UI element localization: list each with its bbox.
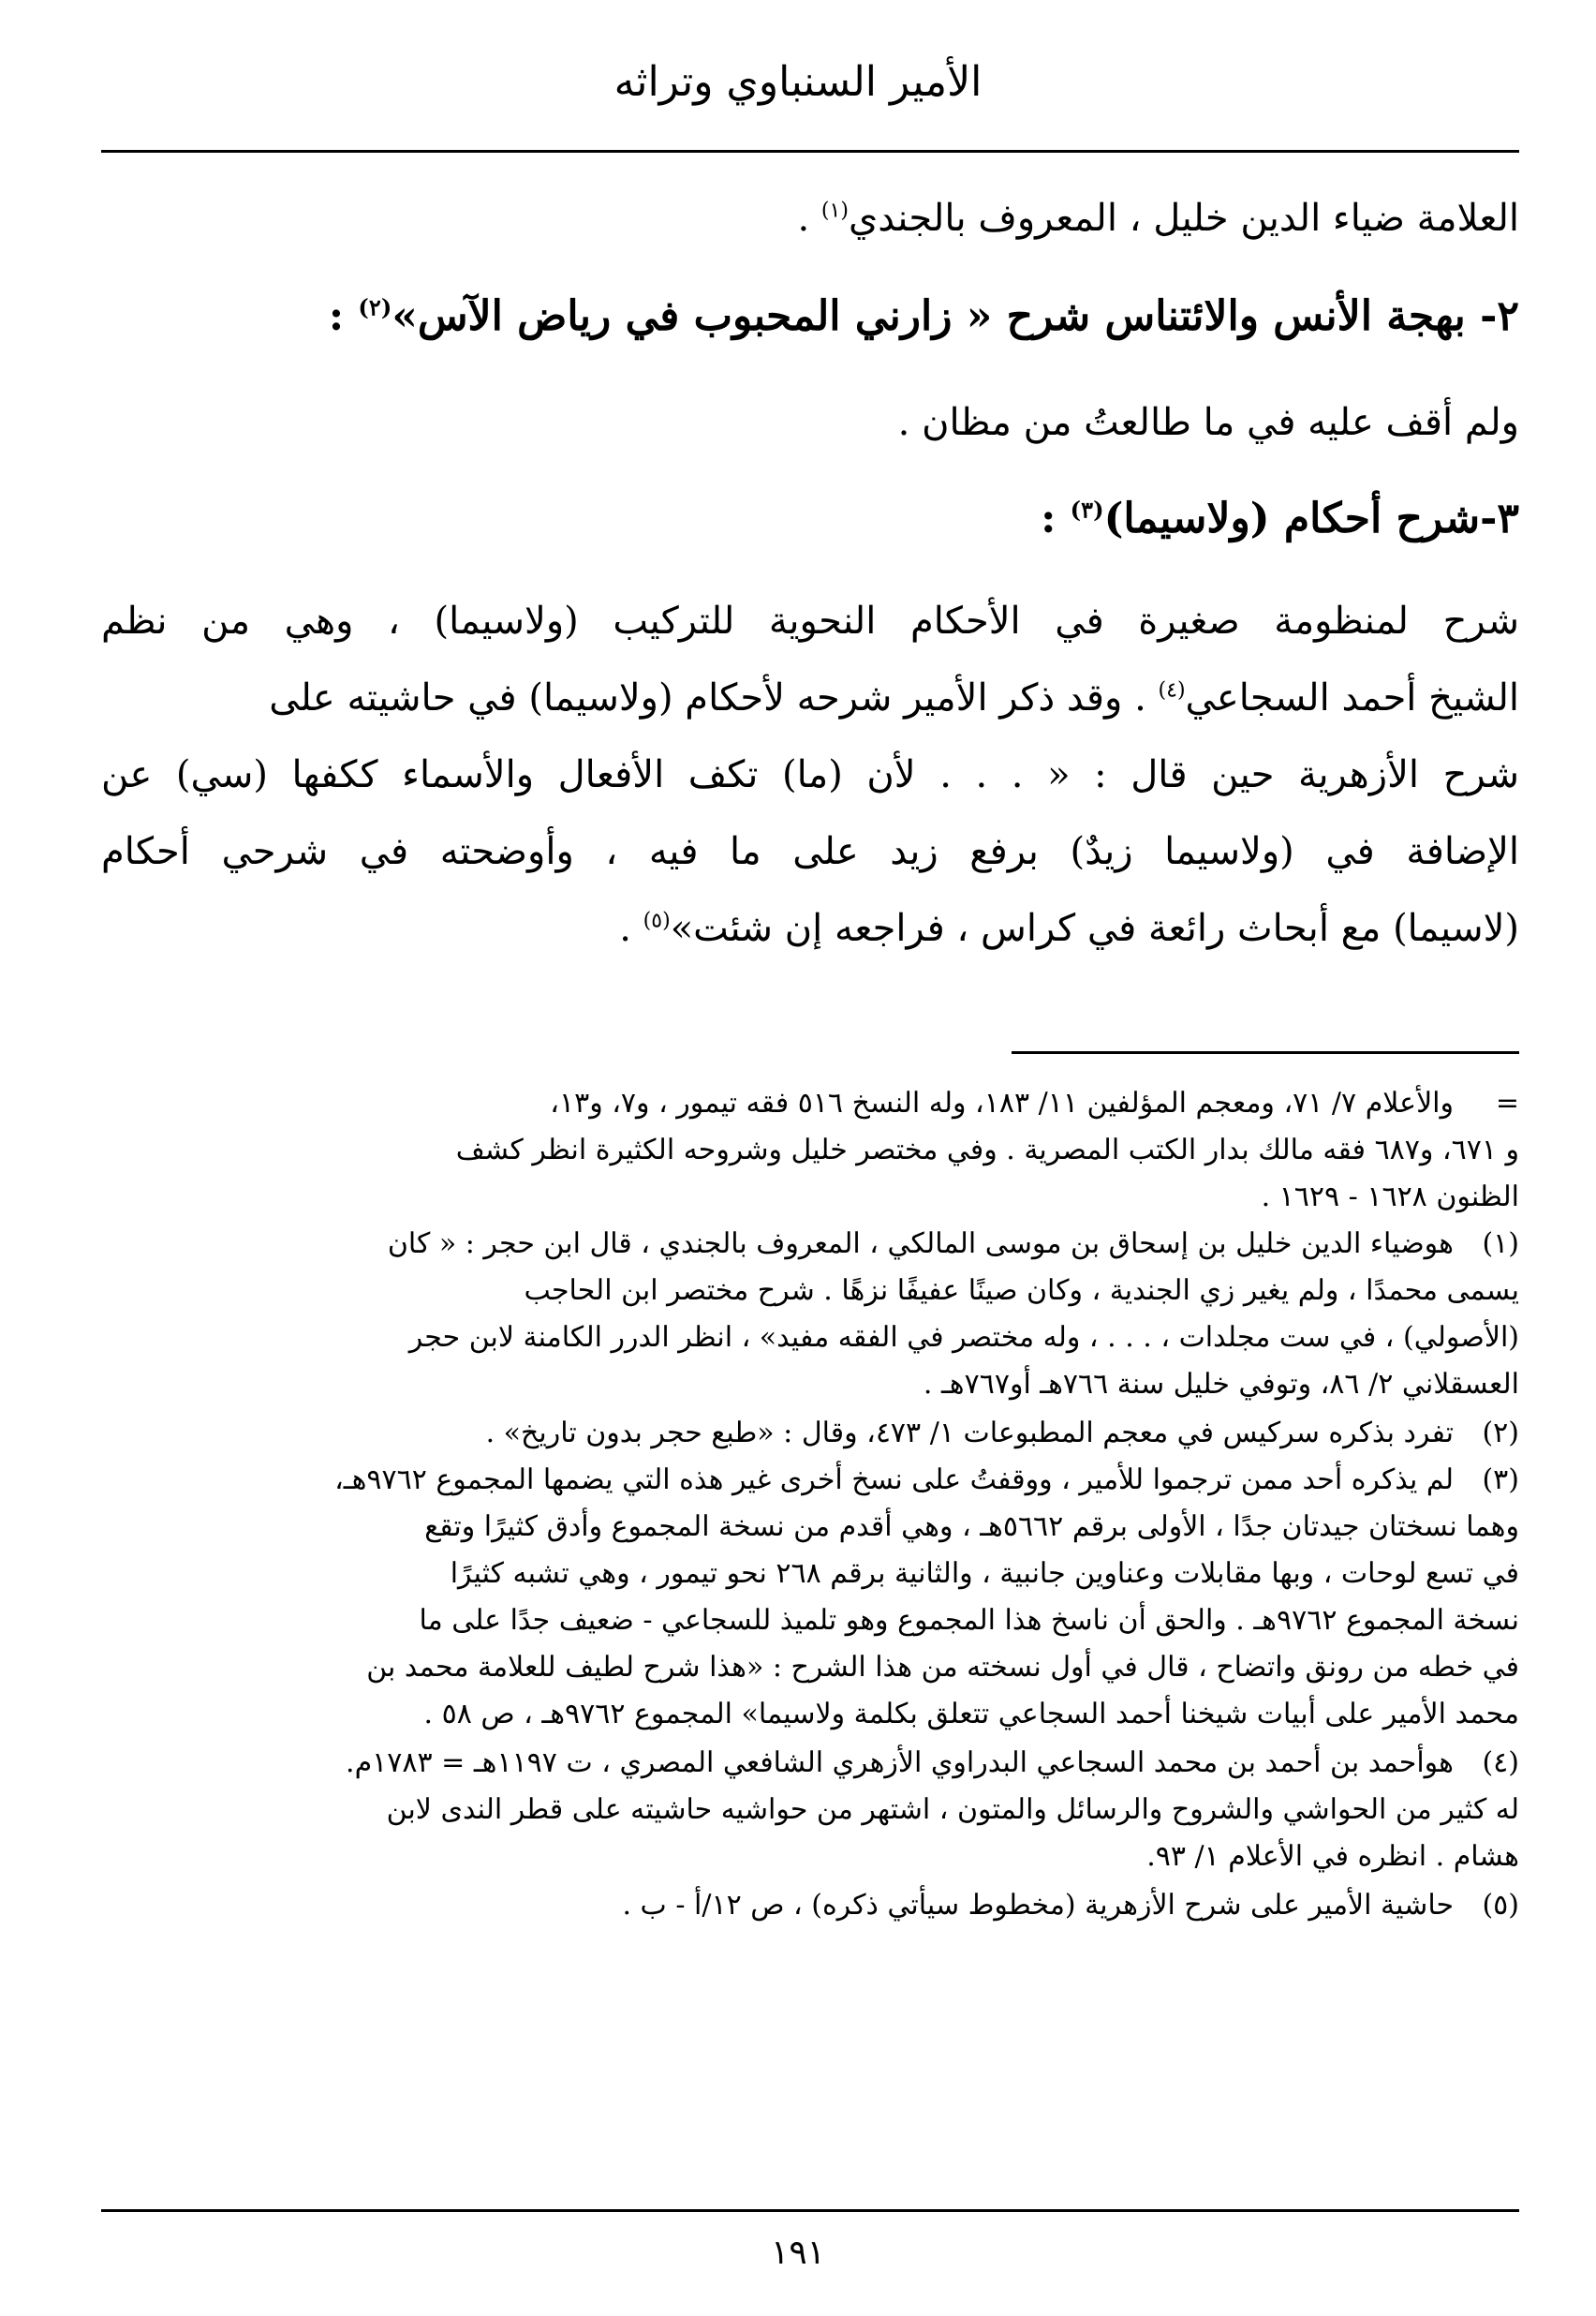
section-heading-3: ٣-شرح أحكام (ولاسيما)$^{(٣)}$ : — [1041, 495, 1519, 542]
footnote-continuation-marker: = — [1495, 1087, 1519, 1120]
page-number: ١٩١ — [770, 2234, 825, 2272]
running-header: الأمير السنباوي وتراثه — [613, 58, 983, 106]
footnote-line: في تسع لوحات ، وبها مقابلات وعناوين جانبية ، والثانية برقم ٢٦٨ نحو تيمور ، وهي تشبه كثيرًا — [450, 1557, 1519, 1590]
footnote-line: هوأحمد بن أحمد بن محمد السجاعي البدراوي الأزهري الشافعي المصري ، ت ١١٩٧هـ = ١٧٨٣م. — [346, 1746, 1454, 1779]
footnote-line: العسقلاني ٢/ ٨٦، وتوفي خليل سنة ٧٦٦هـ أو٧٦٧هـ . — [923, 1368, 1519, 1401]
footnote-line: هوضياء الدين خليل بن إسحاق بن موسى المالكي ، المعروف بالجندي ، قال ابن حجر : « كان — [387, 1227, 1454, 1260]
footnote-continuation-line: والأعلام ٧/ ٧١، ومعجم المؤلفين ١١/ ١٨٣، وله النسخ ٥١٦ فقه تيمور ، و٧، و١٣، — [550, 1087, 1454, 1120]
footnote-line: يسمى محمدًا ، ولم يغير زي الجندية ، وكان صينًا عفيفًا نزهًا . شرح مختصر ابن الحاجب — [524, 1274, 1519, 1307]
footnote-line: في خطه من رونق واتضاح ، قال في أول نسخته من هذا الشرح : «هذا شرح لطيف للعلامة محمد بن — [366, 1651, 1519, 1684]
footnote-number: (١) — [1482, 1227, 1519, 1260]
footnote-number: (٥) — [1482, 1889, 1519, 1922]
para-line-2: الشيخ أحمد السجاعي$^{(٤)}$ . وقد ذكر الأمير شرحه لأحكام (ولاسيما) في حاشيته على — [269, 676, 1519, 720]
footnote-continuation-line: و ٦٧١، و٦٨٧ فقه مالك بدار الكتب المصرية . وفي مختصر خليل وشروحه الكثيرة انظر كشف — [455, 1134, 1519, 1166]
text-line-3: ولم أقف عليه في ما طالعتُ من مظان . — [897, 401, 1519, 444]
footnote-line: محمد الأمير على أبيات شيخنا أحمد السجاعي تتعلق بكلمة ولاسيما» المجموع ٩٧٦٢هـ ، ص ٥٨ . — [423, 1698, 1519, 1730]
para-line-5: (لاسيما) مع أبحاث رائعة في كراس ، فراجعه إن شئت»$^{(٥)}$ . — [619, 907, 1519, 950]
footnote-line: لم يذكره أحد ممن ترجموا للأمير ، ووقفتُ على نسخ أخرى غير هذه التي يضمها المجموع ٩٧٦٢هـ، — [334, 1463, 1454, 1496]
text-line-1: العلامة ضياء الدين خليل ، المعروف بالجندي$^{(١)}$ . — [797, 197, 1519, 240]
footnote-number: (٢) — [1482, 1417, 1519, 1449]
footnote-line: نسخة المجموع ٩٧٦٢هـ . والحق أن ناسخ هذا المجموع وهو تلميذ للسجاعي - ضعيف جدًا على ما — [419, 1604, 1519, 1637]
footnote-line: وهما نسختان جيدتان جدًا ، الأولى برقم ٥٦٦٢هـ ، وهي أقدم من نسخة المجموع وأدق كثيرًا وتقع — [424, 1510, 1519, 1543]
footnote-number: (٤) — [1482, 1746, 1519, 1779]
section-heading-2: ٢- بهجة الأنس والائتناس شرح « زارني المحبوب في رياض الآس»$^{(٢)}$ : — [328, 292, 1519, 340]
footer-rule — [101, 2209, 1519, 2212]
para-line-1: شرح لمنظومة صغيرة في الأحكام النحوية للتركيب (ولاسيما) ، وهي من نظم — [101, 600, 1519, 643]
para-line-4: الإضافة في (ولاسيما زيدٌ) برفع زيد على ما فيه ، وأوضحته في شرحي أحكام — [101, 830, 1519, 873]
footnote-line: هشام . انظره في الأعلام ١/ ٩٣. — [1146, 1840, 1519, 1873]
footnotes — [101, 0, 1519, 2192]
footnote-line: تفرد بذكره سركيس في معجم المطبوعات ١/ ٤٧٣، وقال : «طبع حجر بدون تاريخ» . — [485, 1417, 1454, 1449]
footnote-line: له كثير من الحواشي والشروح والرسائل والمتون ، اشتهر من حواشيه حاشيته على قطر الندى لابن — [386, 1793, 1519, 1826]
footnote-number: (٣) — [1482, 1463, 1519, 1496]
para-line-3: شرح الأزهرية حين قال : « . . . لأن (ما) تكف الأفعال والأسماء ككفها (سي) عن — [101, 753, 1519, 796]
footnote-continuation-line: الظنون ١٦٢٨ - ١٦٢٩ . — [1261, 1180, 1519, 1213]
footnote-line: حاشية الأمير على شرح الأزهرية (مخطوط سيأتي ذكره) ، ص ١٢/أ - ب . — [622, 1889, 1454, 1922]
footnote-line: (الأصولي) ، في ست مجلدات ، . . . ، وله مختصر في الفقه مفيد» ، انظر الدرر الكامنة لابن حجر — [408, 1321, 1519, 1354]
